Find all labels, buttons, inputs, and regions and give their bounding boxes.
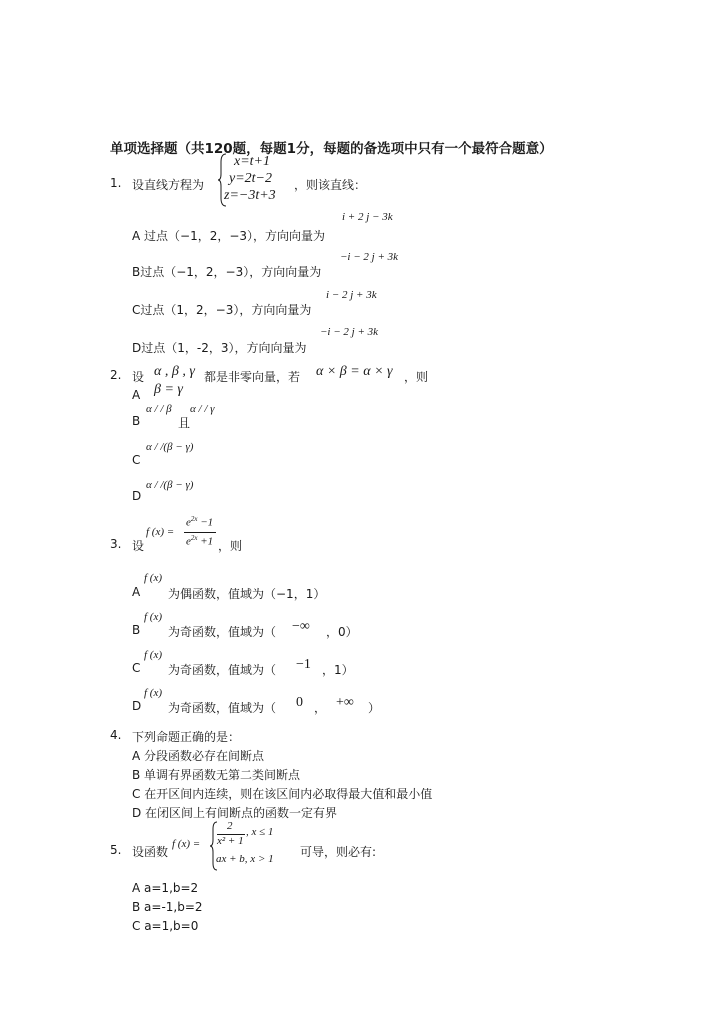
q3-option-b-label: B xyxy=(132,623,141,637)
q2-vars: α , β , γ xyxy=(154,364,195,379)
q1-equation-y: y=2t−2 xyxy=(229,171,272,186)
q1-number: 1. xyxy=(110,176,122,190)
q5-option-b: B a=-1,b=2 xyxy=(132,900,203,914)
q3-tail: ，则 xyxy=(218,539,243,553)
q2-option-d-label: D xyxy=(132,489,142,503)
q5-fx: f (x) = xyxy=(172,838,201,850)
q2-option-b-math1: α / / β xyxy=(146,403,172,415)
q1-option-d-vector: −i − 2 j + 3k xyxy=(320,326,379,338)
q5-number: 5. xyxy=(110,843,122,857)
q3-fraction-bar xyxy=(184,532,216,533)
q5-case1-condition: , x ≤ 1 xyxy=(246,826,274,838)
q2-option-d-math: α / /(β − γ) xyxy=(146,479,194,491)
q3-option-b-fx: f (x) xyxy=(144,611,163,623)
q2-number: 2. xyxy=(110,368,122,382)
q2-option-c-math: α / /(β − γ) xyxy=(146,441,194,453)
q1-option-b: B过点（−1，2，−3），方向向量为 xyxy=(132,265,322,279)
q1-equation-z: z=−3t+3 xyxy=(224,188,276,203)
q1-option-c-vector: i − 2 j + 3k xyxy=(326,289,377,301)
q3-option-c-label: C xyxy=(132,661,141,675)
q2-option-c-label: C xyxy=(132,453,141,467)
q3-denominator-base: e xyxy=(186,535,191,548)
q5-option-c: C a=1,b=0 xyxy=(132,919,199,933)
q5-tail: 可导，则必有: xyxy=(300,845,377,859)
q3-number: 3. xyxy=(110,537,122,551)
q3-numerator-tail: −1 xyxy=(197,516,214,529)
q3-option-c-text: 为奇函数，值域为（ xyxy=(168,663,277,677)
q3-option-a-text: 为偶函数，值域为（−1，1） xyxy=(168,587,326,601)
q1-stem: 设直线方程为 xyxy=(132,178,205,192)
q3-option-b-v1: −∞ xyxy=(292,619,310,634)
q1-option-b-vector: −i − 2 j + 3k xyxy=(340,251,399,263)
q4-stem: 下列命题正确的是： xyxy=(132,730,241,744)
q3-option-a-fx: f (x) xyxy=(144,572,163,584)
q4-option-c: C 在开区间内连续，则在该区间内必取得最大值和最小值 xyxy=(132,787,433,801)
q3-option-d-text: 为奇函数，值域为（ xyxy=(168,701,277,715)
q3-denominator-exp: 2x xyxy=(190,534,198,542)
q5-stem: 设函数 xyxy=(132,845,169,859)
q3-fx: f (x) = xyxy=(146,526,175,538)
q2-option-b-label: B xyxy=(132,414,141,428)
q5-option-a: A a=1,b=2 xyxy=(132,881,199,895)
q3-option-d-end: ） xyxy=(368,701,381,715)
q3-option-d-sep: ， xyxy=(314,701,327,715)
q4-option-b: B 单调有界函数无第二类间断点 xyxy=(132,768,301,782)
q2-option-a-math: β = γ xyxy=(154,382,183,397)
q3-numerator-exp: 2x xyxy=(190,515,198,523)
q1-option-d: D过点（1，-2，3），方向向量为 xyxy=(132,341,307,355)
q3-option-d-v1: 0 xyxy=(296,695,303,710)
q3-option-b-text: 为奇函数，值域为（ xyxy=(168,625,277,639)
q3-denominator xyxy=(186,534,213,548)
q5-case1-denominator: x² + 1 xyxy=(217,835,244,847)
q3-option-d-fx: f (x) xyxy=(144,687,163,699)
q5-case2: ax + b, x > 1 xyxy=(216,853,274,865)
q3-option-c-fx: f (x) xyxy=(144,649,163,661)
q3-option-d-label: D xyxy=(132,699,142,713)
q5-case1-numerator: 2 xyxy=(227,820,233,832)
q3-option-d-v2: +∞ xyxy=(336,695,354,710)
q1-option-a-vector: i + 2 j − 3k xyxy=(342,211,393,223)
q3-she: 设 xyxy=(132,539,145,553)
q3-option-a-label: A xyxy=(132,585,141,599)
q2-condition: α × β = α × γ xyxy=(316,364,393,379)
q2-tail: ，则 xyxy=(404,370,429,384)
q3-numerator-base: e xyxy=(186,516,191,529)
q1-equation-x: x=t+1 xyxy=(234,154,270,169)
q3-option-b-sep: ，0） xyxy=(326,625,358,639)
q2-option-b-math2: α / / γ xyxy=(190,403,215,415)
q1-option-c: C过点（1，2，−3），方向向量为 xyxy=(132,303,312,317)
q1-tail: ，则该直线： xyxy=(294,178,367,192)
section-title: 单项选择题（共120题，每题1分，每题的备选项中只有一个最符合题意） xyxy=(110,141,553,157)
q1-option-a: A 过点（−1，2，−3），方向向量为 xyxy=(132,229,326,243)
q4-option-d: D 在闭区间上有间断点的函数一定有界 xyxy=(132,806,338,820)
q4-number: 4. xyxy=(110,728,122,742)
q2-option-b-and: 且 xyxy=(178,416,191,430)
q2-option-a-label: A xyxy=(132,388,141,402)
q2-mid: 都是非零向量，若 xyxy=(204,370,301,384)
q3-option-c-v1: −1 xyxy=(296,657,311,672)
q3-denominator-tail: +1 xyxy=(197,535,214,548)
q2-she: 设 xyxy=(132,370,145,384)
q3-option-c-sep: ，1） xyxy=(322,663,354,677)
q3-numerator xyxy=(186,515,213,529)
q4-option-a: A 分段函数必存在间断点 xyxy=(132,749,265,763)
